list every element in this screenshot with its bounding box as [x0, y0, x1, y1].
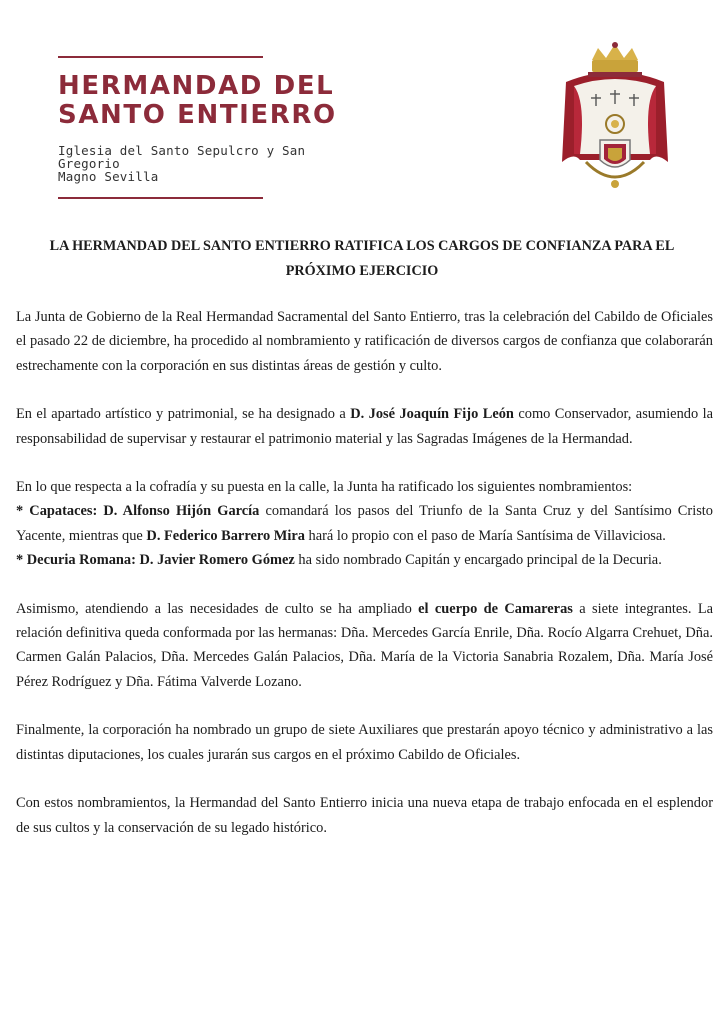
bullet-capataces	[16, 499, 713, 548]
press-release-headline: LA HERMANDAD DEL SANTO ENTIERRO RATIFICA LOS CARGOS DE CONFIANZA PARA EL PRÓXIMO EJERCICIO	[49, 238, 675, 279]
capataz-second-name: D. Federico Barrero Mira	[146, 527, 305, 544]
bottom-divider	[58, 197, 263, 199]
p2-text-before: En el apartado artístico y patrimonial, se ha designado a	[16, 406, 351, 423]
capataces-text: comandará los pasos del Triunfo de la Santa Cruz y del Santísimo Cristo Yacente, mientras que	[16, 503, 713, 544]
org-name-line1: HERMANDAD DEL	[58, 71, 335, 101]
paragraph-closing: Con estos nombramientos, la Hermandad del Santo Entierro inicia una nueva etapa de trabajo enfocada en el esplendor de sus cultos y la conservación de su legado histórico.	[16, 795, 713, 836]
paragraph-conservator	[16, 402, 713, 451]
p2-text-after: como Conservador, asumiendo la responsabilidad de supervisar y restaurar el patrimonio material y las Sagradas Imágenes de la Hermandad.	[16, 406, 713, 447]
p4-text-before: Asimismo, atendiendo a las necesidades de culto se ha ampliado	[16, 600, 419, 617]
conservator-name: D. José Joaquín Fijo León	[350, 406, 514, 423]
organization-name	[58, 72, 358, 130]
bullet-decuria	[16, 548, 713, 572]
camareras-emphasis: el cuerpo de Camareras	[418, 600, 573, 617]
subtitle-line2: Magno Sevilla	[58, 169, 159, 184]
letterhead	[58, 56, 358, 199]
paragraph-intro: La Junta de Gobierno de la Real Hermandad Sacramental del Santo Entierro, tras la celebración del Cabildo de Oficiales el pasado 22 de diciembre, ha procedido al nombramiento y ratificación de diversos cargos de confianza que colaborarán estrechamente con la corporación en sus distintas áreas de gestión y culto.	[16, 309, 713, 374]
p4-text-after: a siete integrantes. La relación definitiva queda conformada por las hermanas: Dña. Mercedes García Enrile, Dña. Rocío Algarra Crehuet, Dña. Carmen Galán Palacios, Dña. Mercedes Galán Palacios, Dña. María de la Victoria Sanabria Rozalem, Dña. María José Pérez Rodríguez y Dña. Fátima Valverde Lozano.	[16, 600, 714, 690]
paragraph-cofradia: En lo que respecta a la cofradía y su puesta en la calle, la Junta ha ratificado los siguientes nombramientos:	[16, 479, 633, 496]
capataces-text-after: hará lo propio con el paso de María Santísima de Villaviciosa.	[304, 527, 666, 544]
decuria-label: * Decuria Romana: D. Javier Romero Gómez	[16, 552, 295, 569]
organization-subtitle	[58, 144, 358, 183]
subtitle-line1: Iglesia del Santo Sepulcro y San Gregorio	[58, 143, 306, 171]
coat-of-arms-icon	[556, 42, 674, 194]
org-name-line2: SANTO ENTIERRO	[58, 100, 337, 130]
paragraph-camareras	[16, 597, 713, 695]
decuria-text: ha sido nombrado Capitán y encargado principal de la Decuria.	[294, 552, 662, 569]
press-release-body	[16, 305, 713, 864]
top-divider	[58, 56, 263, 58]
paragraph-auxiliares: Finalmente, la corporación ha nombrado un grupo de siete Auxiliares que prestarán apoyo técnico y administrativo a las distintas diputaciones, los cuales jurarán sus cargos en el próximo Cabildo de Oficiales.	[16, 722, 713, 763]
capataces-label: * Capataces: D. Alfonso Hijón García	[16, 503, 260, 520]
